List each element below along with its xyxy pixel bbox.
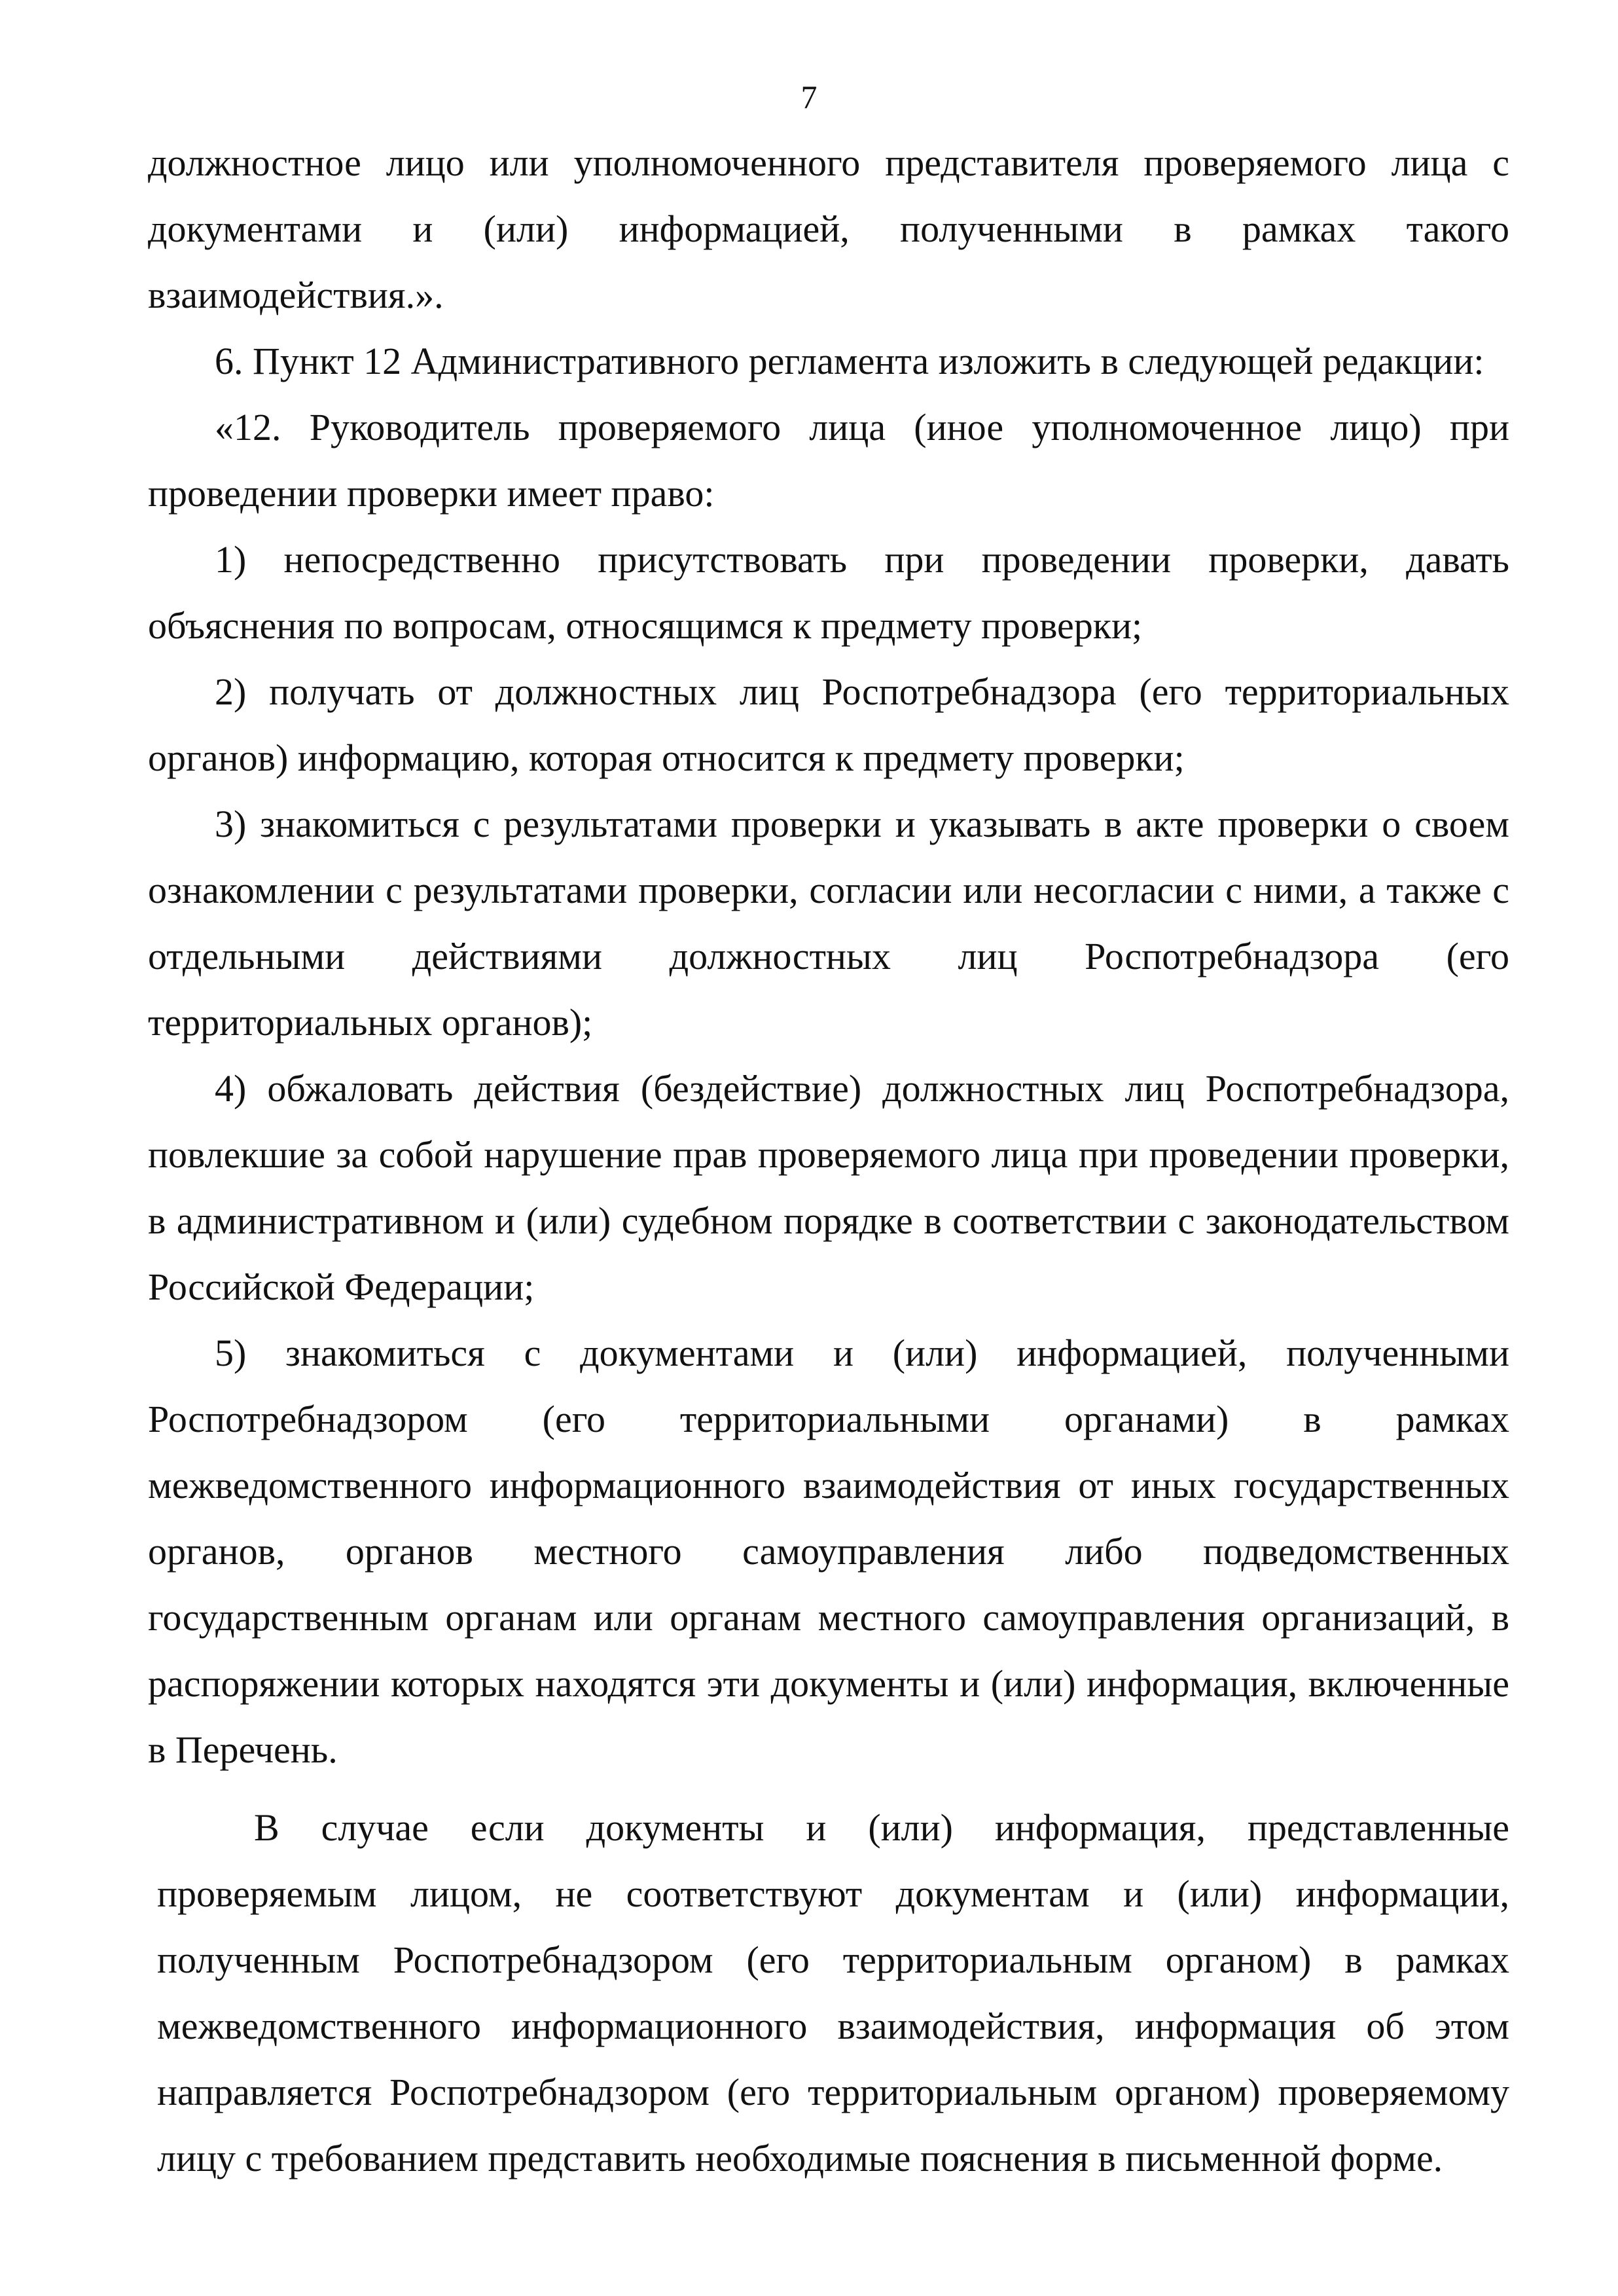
paragraph-item-12: «12. Руководитель проверяемого лица (иное уполномоченное лицо) при проведении проверки имеет право: — [148, 406, 1509, 515]
paragraph-item-6: 6. Пункт 12 Административного регламента изложить в следующей редакции: — [215, 340, 1484, 382]
paragraph-subitem-5: 5) знакомиться с документами и (или) информацией, полученными Роспотребнадзором (его территориальными органами) в рамках межведомственного информационного взаимодействия от иных государственных органов, органов местного самоуправления либо подведомственных государственным органам или органам местного самоуправления организаций, в распоряжении которых находятся эти документы и (или) информация, включенные в Перечень. — [148, 1332, 1509, 1771]
paragraph-mismatch-case: В случае если документы и (или) информация, представленные проверяемым лицом, не соответствуют документам и (или) информации, полученным Роспотребнадзором (его территориальным органом) в рамках межведомственного информационного взаимодействия, информация об этом направляется Роспотребнадзором (его территориальным органом) проверяемому лицу с требованием представить необходимые пояснения в письменной форме. — [157, 1806, 1509, 2179]
paragraph-subitem-4: 4) обжаловать действия (бездействие) должностных лиц Роспотребнадзора, повлекшие за собой нарушение прав проверяемого лица при проведении проверки, в административном и (или) судебном порядке в соответствии с законодательством Российской Федерации; — [148, 1067, 1509, 1308]
paragraph-subitem-1: 1) непосредственно присутствовать при проведении проверки, давать объяснения по вопросам, относящимся к предмету проверки; — [148, 538, 1509, 647]
paragraph-subitem-3: 3) знакомиться с результатами проверки и указывать в акте проверки о своем ознакомлении с результатами проверки, согласии или несогласии с ними, а также с отдельными действиями должностных лиц Роспотребнадзора (его территориальных органов); — [148, 803, 1509, 1044]
paragraph-continuation: должностное лицо или уполномоченного представителя проверяемого лица с документами и (или) информацией, полученными в рамках такого взаимодействия.». — [148, 141, 1509, 316]
document-body — [148, 130, 1509, 2191]
paragraph-subitem-2: 2) получать от должностных лиц Роспотребнадзора (его территориальных органов) информацию, которая относится к предмету проверки; — [148, 670, 1509, 779]
page-number: 7 — [800, 79, 818, 115]
